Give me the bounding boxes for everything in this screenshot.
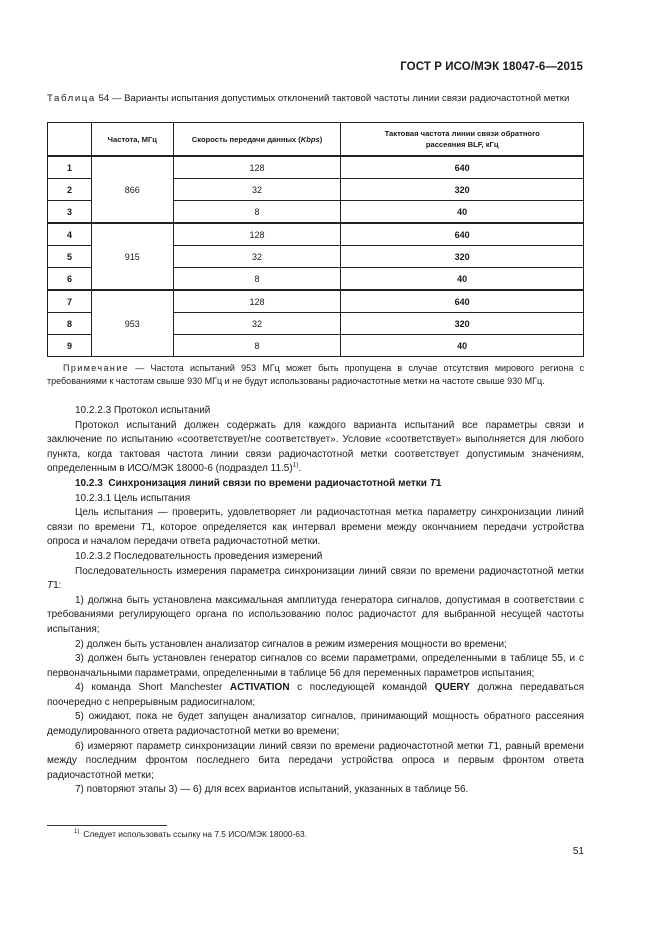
header-blf: Тактовая частота линии связи обратного рассеяния BLF, кГц bbox=[341, 123, 584, 157]
footnote-ref: 1) bbox=[292, 462, 299, 470]
cell-blf: 320 bbox=[341, 313, 584, 335]
cell-rate: 128 bbox=[173, 156, 341, 179]
cell-frequency: 866 bbox=[91, 156, 173, 223]
cell-blf: 640 bbox=[341, 223, 584, 246]
section-10-2-3-2-title: 10.2.3.2 Последовательность проведения измерений bbox=[75, 550, 323, 562]
table-note bbox=[47, 362, 584, 387]
note-text: — Частота испытаний 953 МГц может быть пропущена в случае отсутствия мирового региона с требованиями к частотам свыше 930 МГц и не будут использованы радиочастотные метки на частоте свыше 930 МГц. bbox=[47, 363, 584, 386]
table-caption-label: Таблица bbox=[47, 93, 96, 104]
cell-num: 8 bbox=[48, 313, 92, 335]
footnote-mark: 1) bbox=[74, 829, 80, 836]
footnote bbox=[74, 829, 307, 839]
cell-blf: 40 bbox=[341, 201, 584, 224]
cell-rate: 8 bbox=[173, 201, 341, 224]
header-frequency: Частота, МГц bbox=[91, 123, 173, 157]
table-row bbox=[48, 290, 584, 313]
footnote-text: Следует использовать ссылку на 7.5 ИСО/МЭК 18000-63. bbox=[83, 829, 307, 839]
cell-num: 1 bbox=[48, 156, 92, 179]
table-caption-text: 54 — Варианты испытания допустимых отклонений тактовой частоты линии связи радиочастотной метки bbox=[95, 93, 570, 104]
cell-num: 9 bbox=[48, 335, 92, 357]
header-num bbox=[48, 123, 92, 157]
cell-rate: 32 bbox=[173, 313, 341, 335]
step-3: 3) должен быть установлен генератор сигналов со всеми параметрами, определенными в таблице 55, и с первоначальными параметрами, определенными в таблице 56 для переменных параметров испытания; bbox=[47, 653, 584, 679]
section-10-2-3-heading: 10.2.3 Синхронизация линий связи по времени радиочастотной метки T1 bbox=[75, 477, 442, 489]
cell-blf: 40 bbox=[341, 335, 584, 357]
cell-blf: 640 bbox=[341, 290, 584, 313]
cell-rate: 128 bbox=[173, 223, 341, 246]
cell-num: 6 bbox=[48, 268, 92, 291]
header-data-rate: Скорость передачи данных (Kbps) bbox=[173, 123, 341, 157]
cell-num: 4 bbox=[48, 223, 92, 246]
cell-rate: 8 bbox=[173, 268, 341, 291]
page-number: 51 bbox=[572, 846, 584, 857]
table-header-row bbox=[48, 123, 584, 157]
step-2: 2) должен быть установлен анализатор сигналов в режим измерения мощности во времени; bbox=[75, 638, 507, 650]
cell-rate: 32 bbox=[173, 246, 341, 268]
section-10-2-3-2-text: Последовательность измерения параметра синхронизации линий связи по времени радиочастотной метки T1: bbox=[47, 565, 584, 592]
cell-blf: 320 bbox=[341, 179, 584, 201]
table-row bbox=[48, 223, 584, 246]
cell-blf: 320 bbox=[341, 246, 584, 268]
note-label: Примечание bbox=[63, 363, 130, 373]
footnote-separator bbox=[47, 825, 167, 826]
step-4: 4) команда Short Manchester ACTIVATION с последующей командой QUERY должна передаваться поочередно с непрерывным радиосигналом; bbox=[47, 682, 585, 708]
document-header: ГОСТ Р ИСО/МЭК 18047-6—2015 bbox=[400, 61, 583, 73]
cell-frequency: 953 bbox=[91, 290, 173, 357]
section-10-2-2-3-text: Протокол испытаний должен содержать для каждого варианта испытаний все параметры связи и заключение по испытанию «соответствует/не соответствует». Условие «соответствует» выполняется для любого пункта, когда тактовая частота линии связи радиочастотной метки соответствует допустимым значениям, определенным в ИСО/МЭК 18000-6 (подраздел 11.5)$^{1)}$. bbox=[47, 419, 584, 475]
cell-rate: 32 bbox=[173, 179, 341, 201]
section-10-2-2-3-title: 10.2.2.3 Протокол испытаний bbox=[75, 405, 211, 416]
step-1: 1) должна быть установлена максимальная амплитуда генератора сигналов, допустимая в соответствии с требованиями регулирующего органа по использованию полос радиочастот для выбранной несущей частоты испытания; bbox=[47, 594, 584, 635]
section-10-2-3-1-text: Цель испытания — проверить, удовлетворяет ли радиочастотная метка параметру синхронизации линий связи по времени T1, которое определяется как интервал времени между окончанием передачи устройства опроса и началом передачи ответа радиочастотной метки. bbox=[47, 507, 585, 548]
section-10-2-3-1-title: 10.2.3.1 Цель испытания bbox=[75, 492, 191, 504]
cell-num: 7 bbox=[48, 290, 92, 313]
step-6: 6) измеряют параметр синхронизации линий связи по времени радиочастотной метки T1, равный времени между последним фронтом последнего бита передачи устройства опроса и первым фронтом ответа радиочастотной метки; bbox=[47, 740, 584, 781]
table-row bbox=[48, 156, 584, 179]
cell-blf: 640 bbox=[341, 156, 584, 179]
cell-rate: 8 bbox=[173, 335, 341, 357]
cell-blf: 40 bbox=[341, 268, 584, 291]
cell-rate: 128 bbox=[173, 290, 341, 313]
cell-num: 5 bbox=[48, 246, 92, 268]
cell-num: 3 bbox=[48, 201, 92, 224]
cell-frequency: 915 bbox=[91, 223, 173, 290]
test-variants-table bbox=[47, 122, 584, 357]
cell-num: 2 bbox=[48, 179, 92, 201]
document-body bbox=[47, 404, 584, 798]
table-caption bbox=[47, 92, 587, 105]
step-7: 7) повторяют этапы 3) — 6) для всех вариантов испытаний, указанных в таблице 56. bbox=[75, 784, 469, 796]
step-5: 5) ожидают, пока не будет запущен анализатор сигналов, принимающий мощность обратного рассеяния демодулированного ответа радиочастотной метки во времени; bbox=[47, 711, 584, 738]
